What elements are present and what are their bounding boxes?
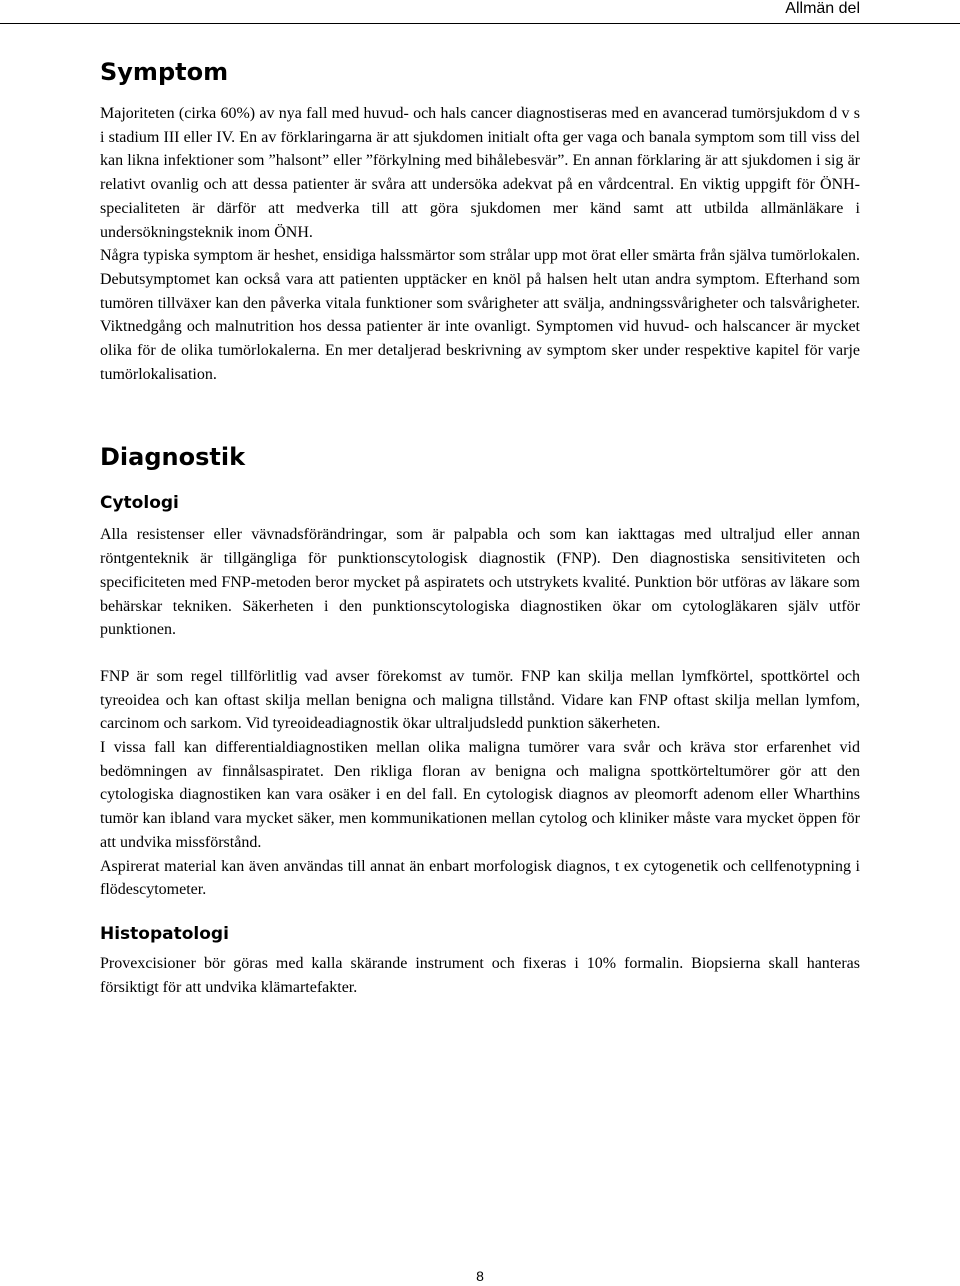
running-header <box>0 0 960 24</box>
histopatologi-paragraph-1: Provexcisioner bör göras med kalla skärande instrument och fixeras i 10% formalin. Biopsierna skall hanteras försiktigt för att undvika klämartefakter. <box>100 954 860 996</box>
running-header-title: Allmän del <box>785 0 860 17</box>
symptom-paragraph-1: Majoriteten (cirka 60%) av nya fall med huvud- och hals cancer diagnostiseras med en avancerad tumörsjukdom d v s i stadium III eller IV. En av förklaringarna är att sjukdomen initialt ofta ger vaga och banala symptom som till viss del kan likna infektioner som ”halsont” eller ”förkylning med bihålebesvär”. En annan förklaring är att sjukdomen i sig är relativt ovanlig och att dessa patienter är svåra att undersöka adekvat på en vårdcentral. En viktig uppgift för ÖNH-specialiteten är därför att medverka till att göra sjukdomen mer känd samt att utbilda allmänläkare i undersökningsteknik inom ÖNH. <box>100 105 860 241</box>
heading-diagnostik: Diagnostik <box>100 443 246 472</box>
page-number: 8 <box>476 1268 484 1284</box>
heading-symptom: Symptom <box>100 58 229 86</box>
cytologi-paragraph-1: Alla resistenser eller vävnadsförändringar, som är palpabla och som kan iakttagas med ultraljud eller annan röntgenteknik är tillgängliga för punktionscytologisk diagnostik (FNP). Den diagnostiska sensitiviteten och specificiteten med FNP-metoden beror mycket på aspiratets och utstrykets kvalité. Punktion bör utföras av läkare som behärskar tekniken. Säkerheten i den punktionscytologiska diagnostiken ökar om cytologläkaren själv utför punktionen. <box>100 526 860 639</box>
heading-cytologi: Cytologi <box>100 493 179 514</box>
heading-histopatologi: Histopatologi <box>100 923 229 944</box>
symptom-paragraph-2: Några typiska symptom är heshet, ensidiga halssmärtor som strålar upp mot örat eller smärta från själva tumörlokalen. Debutsymptomet kan också vara att patienten upptäcker en knöl på halsen helt utan andra symptom. Efterhand som tumören tillväxer kan den påverka vitala funktioner som svårigheter att svälja, andningssvårigheter och talsvårigheter. Viktnedgång och malnutrition hos dessa patienter är inte ovanligt. Symptomen vid huvud- och halscancer är mycket olika för de olika tumörlokalerna. En mer detaljerad beskrivning av symptom sker under respektive kapitel för varje tumörlokalisation. <box>100 247 860 383</box>
page-content <box>100 56 860 999</box>
subsection-cytologi <box>100 491 860 902</box>
cytologi-paragraph-2: FNP är som regel tillförlitlig vad avser förekomst av tumör. FNP kan skilja mellan lymfkörtel, spottkörtel och tyreoidea och kan oftast skilja mellan benigna och maligna tillstånd. Vidare kan FNP oftast skilja mellan lymfom, carcinom och sarkom. Vid tyreoideadiagnostik ökar ultraljudsledd punktion säkerheten. <box>100 667 860 733</box>
section-diagnostik <box>100 441 860 999</box>
cytologi-paragraph-4: Aspirerat material kan även användas till annat än enbart morfologisk diagnos, t ex cytogenetik och cellfenotypning i flödescytometer. <box>100 857 860 899</box>
section-symptom <box>100 56 860 386</box>
cytologi-paragraph-3: I vissa fall kan differentialdiagnostiken mellan olika maligna tumörer vara svår och kräva stor erfarenhet vid bedömningen av finnålsaspiratet. Den rikliga floran av benigna och maligna spottkörteltumörer gör att den cytologiska diagnostiken kan vara osäker i en del fall. En cytologisk diagnos av pleomorft adenom eller Wharthins tumör kan ibland vara mycket säker, men kommunikationen mellan cytolog och kliniker måste vara mycket öppen för att undvika missförstånd. <box>100 739 860 851</box>
subsection-histopatologi <box>100 922 860 999</box>
